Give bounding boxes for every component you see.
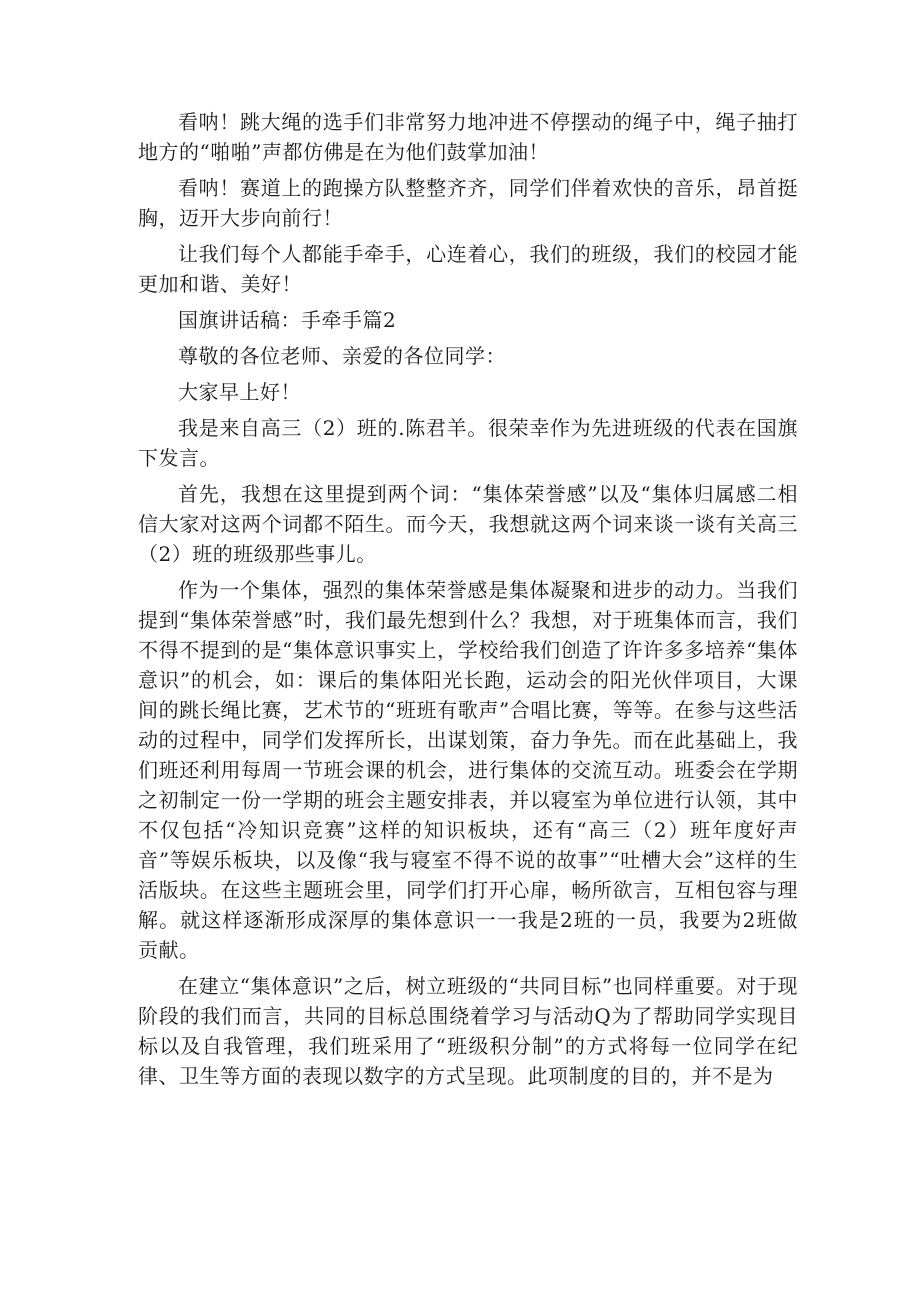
paragraph-two-words: 首先，我想在这里提到两个词：“集体荣誉感”以及“集体归属感二相信大家对这两个词都不陌生。而今天，我想就这两个词来谈一谈有关高三（2）班的班级那些事儿。 [138,482,798,566]
paragraph-2: 看呐！赛道上的跑操方队整整齐齐，同学们伴着欢快的音乐，昂首挺胸，迈开大步向前行！ [138,176,798,230]
section-heading: 国旗讲话稿：手牵手篇2 [178,308,397,332]
paragraph-common-goal: 在建立“集体意识”之后，树立班级的“共同目标”也同样重要。对于现阶段的我们而言，共同的目标总围绕着学习与活动Q为了帮助同学实现目标以及自我管理，我们班采用了“班级积分制”的方式将每一位同学在纪律、卫生等方面的表现以数字的方式呈现。此项制度的目的，并不是为 [138,974,798,1088]
paragraph-1: 看呐！跳大绳的选手们非常努力地冲进不停摆动的绳子中，绳子抽打地方的“啪啪”声都仿佛是在为他们鼓掌加油！ [138,110,798,164]
paragraph-3: 让我们每个人都能手牵手，心连着心，我们的班级，我们的校园才能更加和谐、美好！ [138,242,798,296]
paragraph-intro: 我是来自高三（2）班的.陈君羊。很荣幸作为先进班级的代表在国旗下发言。 [138,416,798,470]
salutation: 尊敬的各位老师、亲爱的各位同学： [178,344,506,368]
greeting: 大家早上好！ [178,380,301,404]
paragraph-collective-honor: 作为一个集体，强烈的集体荣誉感是集体凝聚和进步的动力。当我们提到“集体荣誉感”时，我们最先想到什么？我想，对于班集体而言，我们不得不提到的是“集体意识事实上，学校给我们创造了许许多多培养“集体意识”的机会，如：课后的集体阳光长跑，运动会的阳光伙伴项目，大课间的跳长绳比赛，艺术节的“班班有歌声”合唱比赛，等等。在参与这些活动的过程中，同学们发挥所长，出谋划策，奋力争先。而在此基础上，我们班还利用每周一节班会课的机会，进行集体的交流互动。班委会在学期之初制定一份一学期的班会主题安排表，并以寝室为单位进行认领，其中不仅包括“冷知识竞赛”这样的知识板块，还有“高三（2）班年度好声音”等娱乐板块，以及像“我与寝室不得不说的故事”“吐槽大会”这样的生活版块。在这些主题班会里，同学们打开心扉，畅所欲言，互相包容与理解。就这样逐渐形成深厚的集体意识一一我是2班的一员，我要为2班做贡献。 [138,578,798,962]
document-body [138,107,798,1097]
